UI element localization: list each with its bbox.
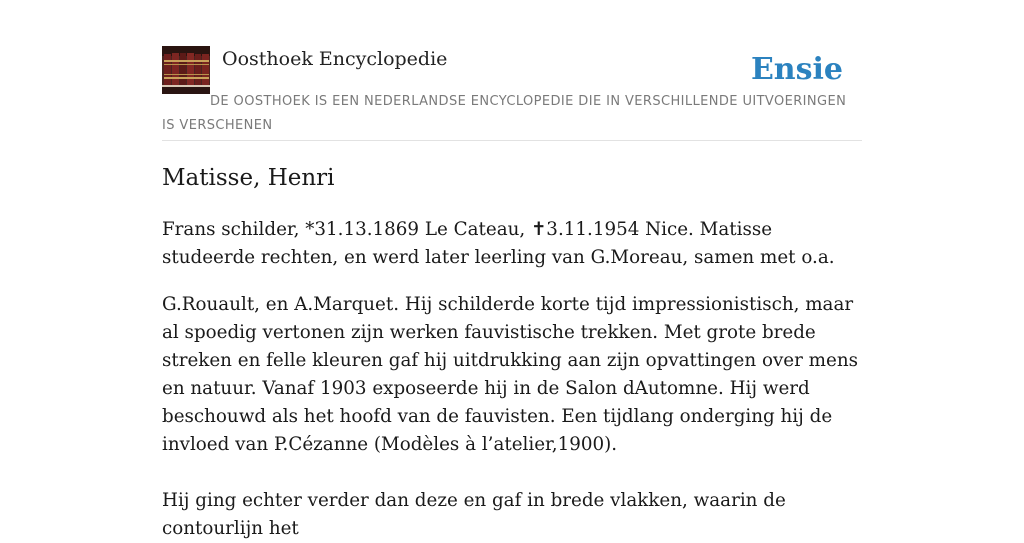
- brand-logo[interactable]: Ensie: [750, 52, 843, 87]
- site-name[interactable]: Oosthoek Encyclopedie: [222, 48, 448, 70]
- site-tagline: DE OOSTHOEK IS EEN NEDERLANDSE ENCYCLOPEDIE DIE IN VERSCHILLENDE UITVOERINGEN IS VERSCHENEN: [162, 94, 847, 133]
- site-header: [162, 46, 862, 141]
- article: [162, 160, 868, 543]
- article-paragraph: G.Rouault, en A.Marquet. Hij schilderde korte tijd impressionistisch, maar al spoedig vertonen zijn werken fauvistische trekken. Met grote brede streken en felle kleuren gaf hij uitdrukking aan zijn opvattingen over mens en natuur. Vanaf 1903 exposeerde hij in de Salon dAutomne. Hij werd beschouwd als het hoofd van de fauvisten. Een tijdlang onderging hij de invloed van P.Cézanne (Modèles à l’atelier,1900).: [162, 294, 858, 455]
- article-paragraph: Frans schilder, *31.13.1869 Le Cateau, ✝3.11.1954 Nice. Matisse studeerde rechten, en werd later leerling van G.Moreau, samen met o.a.: [162, 219, 835, 268]
- article-title: Matisse, Henri: [162, 165, 335, 191]
- encyclopedia-books-icon[interactable]: [162, 46, 210, 94]
- article-paragraph: Hij ging echter verder dan deze en gaf in brede vlakken, waarin de contourlijn het: [162, 490, 786, 539]
